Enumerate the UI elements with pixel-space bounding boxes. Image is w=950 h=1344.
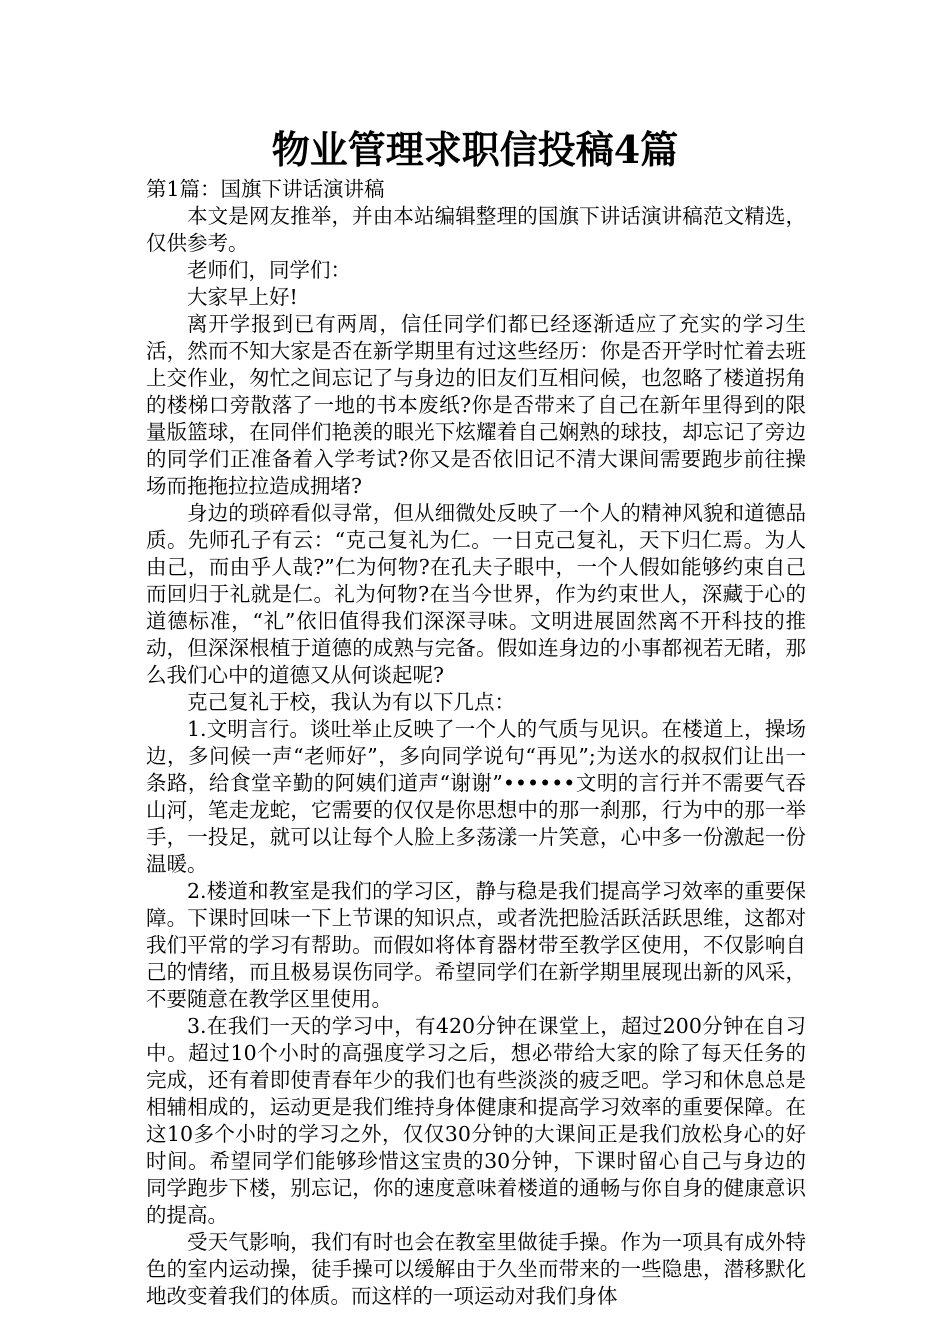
document-title: 物业管理求职信投稿4篇 bbox=[271, 127, 679, 172]
paragraph-intro: 本文是网友推举，并由本站编辑整理的国旗下讲话演讲稿范文精选，仅供参考。 bbox=[146, 204, 806, 255]
paragraph-body: 身边的琐碎看似寻常，但从细微处反映了一个人的精神风貌和道德品质。先师孔子有云：“克己复礼为仁。一日克己复礼，天下归仁焉。为人由己，而由乎人哉?”仁为何物?在孔夫子眼中，一个人假如能够约束自己而回归于礼就是仁。礼为何物?在当今世界，作为约束世人，深藏于心的道德标准，“礼”依旧值得我们深深寻味。文明进展固然离不开科技的推动，但深深根植于道德的成熟与完备。假如连身边的小事都视若无睹，那么我们心中的道德又从何谈起呢? bbox=[146, 501, 806, 687]
document-body bbox=[146, 176, 806, 1310]
paragraph-greeting: 大家早上好! bbox=[187, 285, 298, 309]
paragraph-body: 离开学报到已有两周，信任同学们都已经逐渐适应了充实的学习生活，然而不知大家是否在新学期里有过这些经历：你是否开学时忙着去班上交作业，匆忙之间忘记了与身边的旧友们互相问候，也忽略了楼道拐角的楼梯口旁散落了一地的书本废纸?你是否带来了自己在新年里得到的限量版篮球，在同伴们艳羡的眼光下炫耀着自己娴熟的球技，却忘记了旁边的同学们正准备着入学考试?你又是否依旧记不清大课间需要跑步前往操场而拖拖拉拉造成拥堵? bbox=[146, 312, 806, 498]
section-heading: 第1篇：国旗下讲话演讲稿 bbox=[146, 177, 385, 201]
paragraph-point-3: 3.在我们一天的学习中，有420分钟在课堂上，超过200分钟在自习中。超过10个小时的高强度学习之后，想必带给大家的除了每天任务的完成，还有着即使青春年少的我们也有些淡淡的疲乏吧。学习和休息总是相辅相成的，运动更是我们维持身体健康和提高学习效率的重要保障。在这10多个小时的学习之外，仅仅30分钟的大课间正是我们放松身心的好时间。希望同学们能够珍惜这宝贵的30分钟，下课时留心自己与身边的同学跑步下楼，别忘记，你的速度意味着楼道的通畅与你自身的健康意识的提高。 bbox=[146, 1014, 806, 1227]
paragraph-point-2: 2.楼道和教室是我们的学习区，静与稳是我们提高学习效率的重要保障。下课时回味一下上节课的知识点，或者洗把脸活跃活跃思维，这都对我们平常的学习有帮助。而假如将体育器材带至教学区使用，不仅影响自己的情绪，而且极易误伤同学。希望同学们在新学期里展现出新的风采，不要随意在教学区里使用。 bbox=[146, 879, 806, 1011]
paragraph-point-1: 1.文明言行。谈吐举止反映了一个人的气质与见识。在楼道上，操场边，多问候一声“老师好”，多向同学说句“再见”;为送水的叔叔们让出一条路，给食堂辛勤的阿姨们道声“谢谢”••••••文明的言行并不需要气吞山河，笔走龙蛇，它需要的仅仅是你思想中的那一刹那，行为中的那一举手，一投足，就可以让每个人脸上多荡漾一片笑意，心中多一份激起一份温暖。 bbox=[146, 717, 806, 876]
paragraph-body: 克己复礼于校，我认为有以下几点： bbox=[187, 690, 515, 714]
paragraph-body: 受天气影响，我们有时也会在教室里做徒手操。作为一项具有成外特色的室内运动操，徒手操可以缓解由于久坐而带来的一些隐患，潜移默化地改变着我们的体质。而这样的一项运动对我们身体 bbox=[146, 1230, 806, 1308]
paragraph-salutation: 老师们，同学们： bbox=[187, 258, 351, 282]
